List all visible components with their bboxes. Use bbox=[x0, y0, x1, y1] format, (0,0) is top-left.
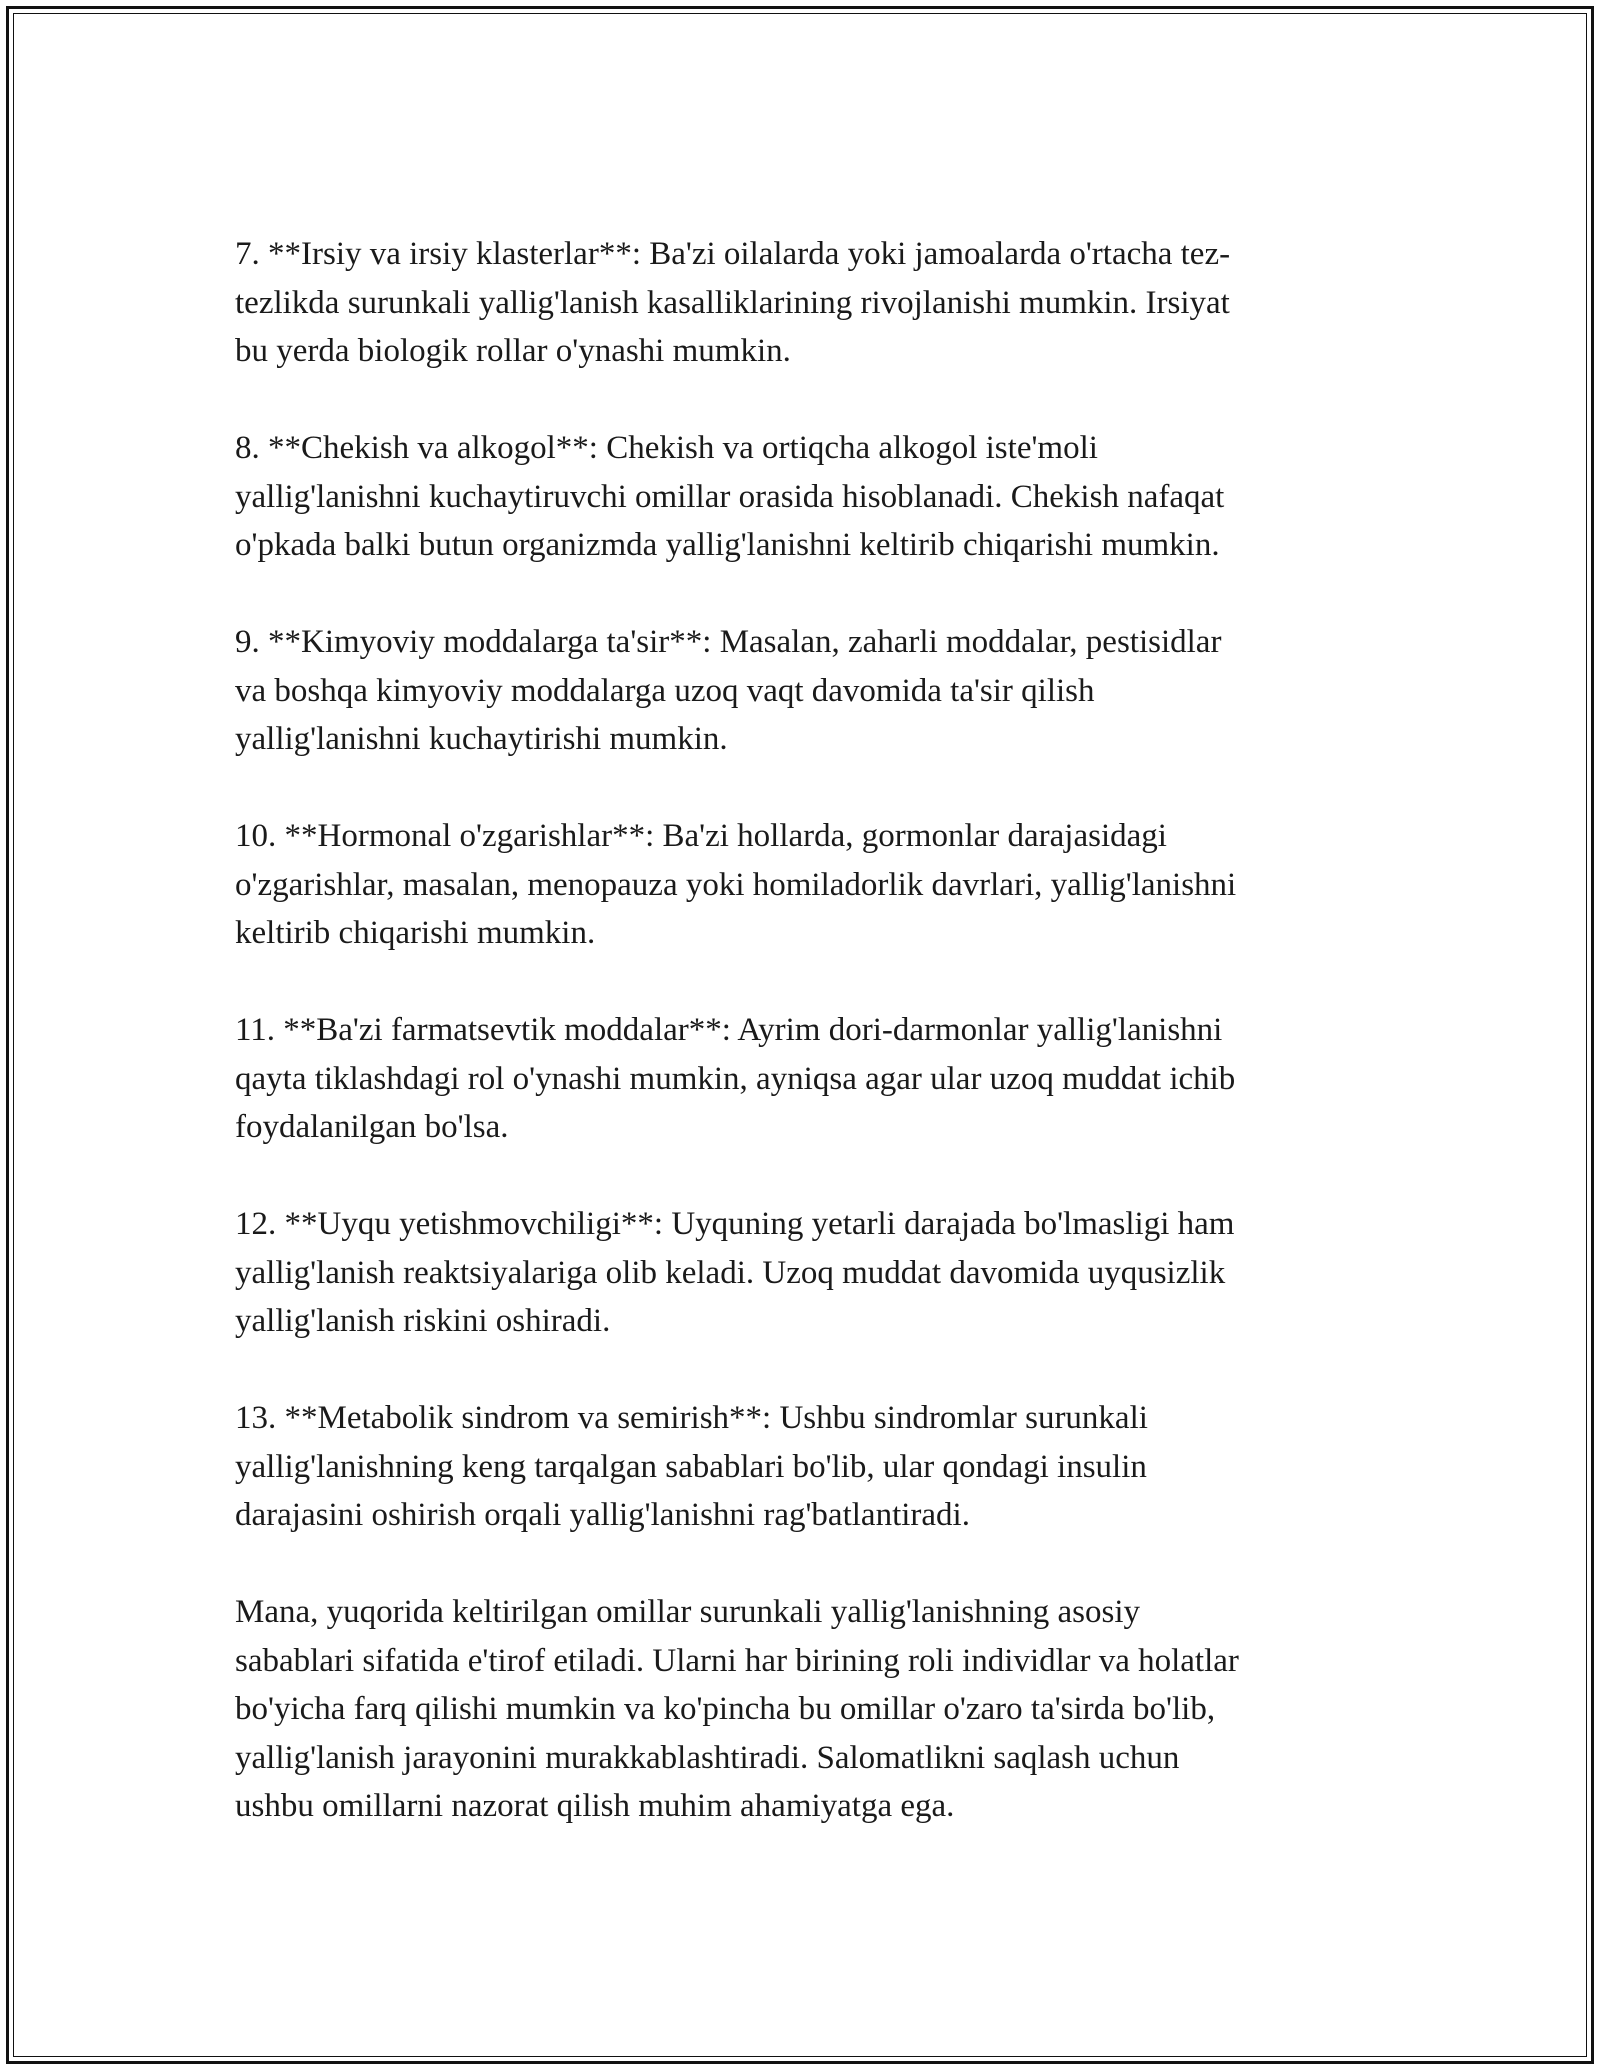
paragraph-item-9: 9. **Kimyoviy moddalarga ta'sir**: Masalan, zaharli moddalar, pestisidlar va boshqa kimyoviy moddalarga uzoq vaqt davomida ta'sir qilish yallig'lanishni kuchaytirishi mumkin. bbox=[235, 624, 1222, 757]
conclusion-paragraph: Mana, yuqorida keltirilgan omillar surunkali yallig'lanishning asosiy sabablari sifatida e'tirof etiladi. Ularni har birining roli individlar va holatlar bo'yicha farq qilishi mumkin va ko'pincha bu omillar o'zaro ta'sirda bo'lib, yallig'lanish jarayonini murakkablashtiradi. Salomatlikni saqlash uchun ushbu omillarni nazorat qilish muhim ahamiyatga ega. bbox=[235, 1594, 1239, 1824]
paragraph-item-7: 7. **Irsiy va irsiy klasterlar**: Ba'zi oilalarda yoki jamoalarda o'rtacha tez- tezlikda surunkali yallig'lanish kasalliklarining rivojlanishi mumkin. Irsiyat bu yerda biologik rollar o'ynashi mumkin. bbox=[235, 236, 1231, 369]
paragraph-item-8: 8. **Chekish va alkogol**: Chekish va ortiqcha alkogol iste'moli yallig'lanishni kuchaytiruvchi omillar orasida hisoblanadi. Chekish nafaqat o'pkada balki butun organizmda yallig'lanishni keltirib chiqarishi mumkin. bbox=[235, 430, 1225, 563]
paragraph-item-10: 10. **Hormonal o'zgarishlar**: Ba'zi hollarda, gormonlar darajasidagi o'zgarishlar, masalan, menopauza yoki homiladorlik davrlari, yallig'lanishni keltirib chiqarishi mumkin. bbox=[235, 818, 1237, 951]
paragraph-item-13: 13. **Metabolik sindrom va semirish**: Ushbu sindromlar surunkali yallig'lanishning keng tarqalgan sabablari bo'lib, ular qondagi insulin darajasini oshirish orqali yallig'lanishni rag'batlantiradi. bbox=[235, 1400, 1148, 1533]
document-body bbox=[235, 230, 1355, 1831]
paragraph-item-12: 12. **Uyqu yetishmovchiligi**: Uyquning yetarli darajada bo'lmasligi ham yallig'lanish reaktsiyalariga olib keladi. Uzoq muddat davomida uyqusizlik yallig'lanish riskini oshiradi. bbox=[235, 1206, 1235, 1339]
paragraph-item-11: 11. **Ba'zi farmatsevtik moddalar**: Ayrim dori-darmonlar yallig'lanishni qayta tiklashdagi rol o'ynashi mumkin, ayniqsa agar ular uzoq muddat ichib foydalanilgan bo'lsa. bbox=[235, 1012, 1236, 1145]
